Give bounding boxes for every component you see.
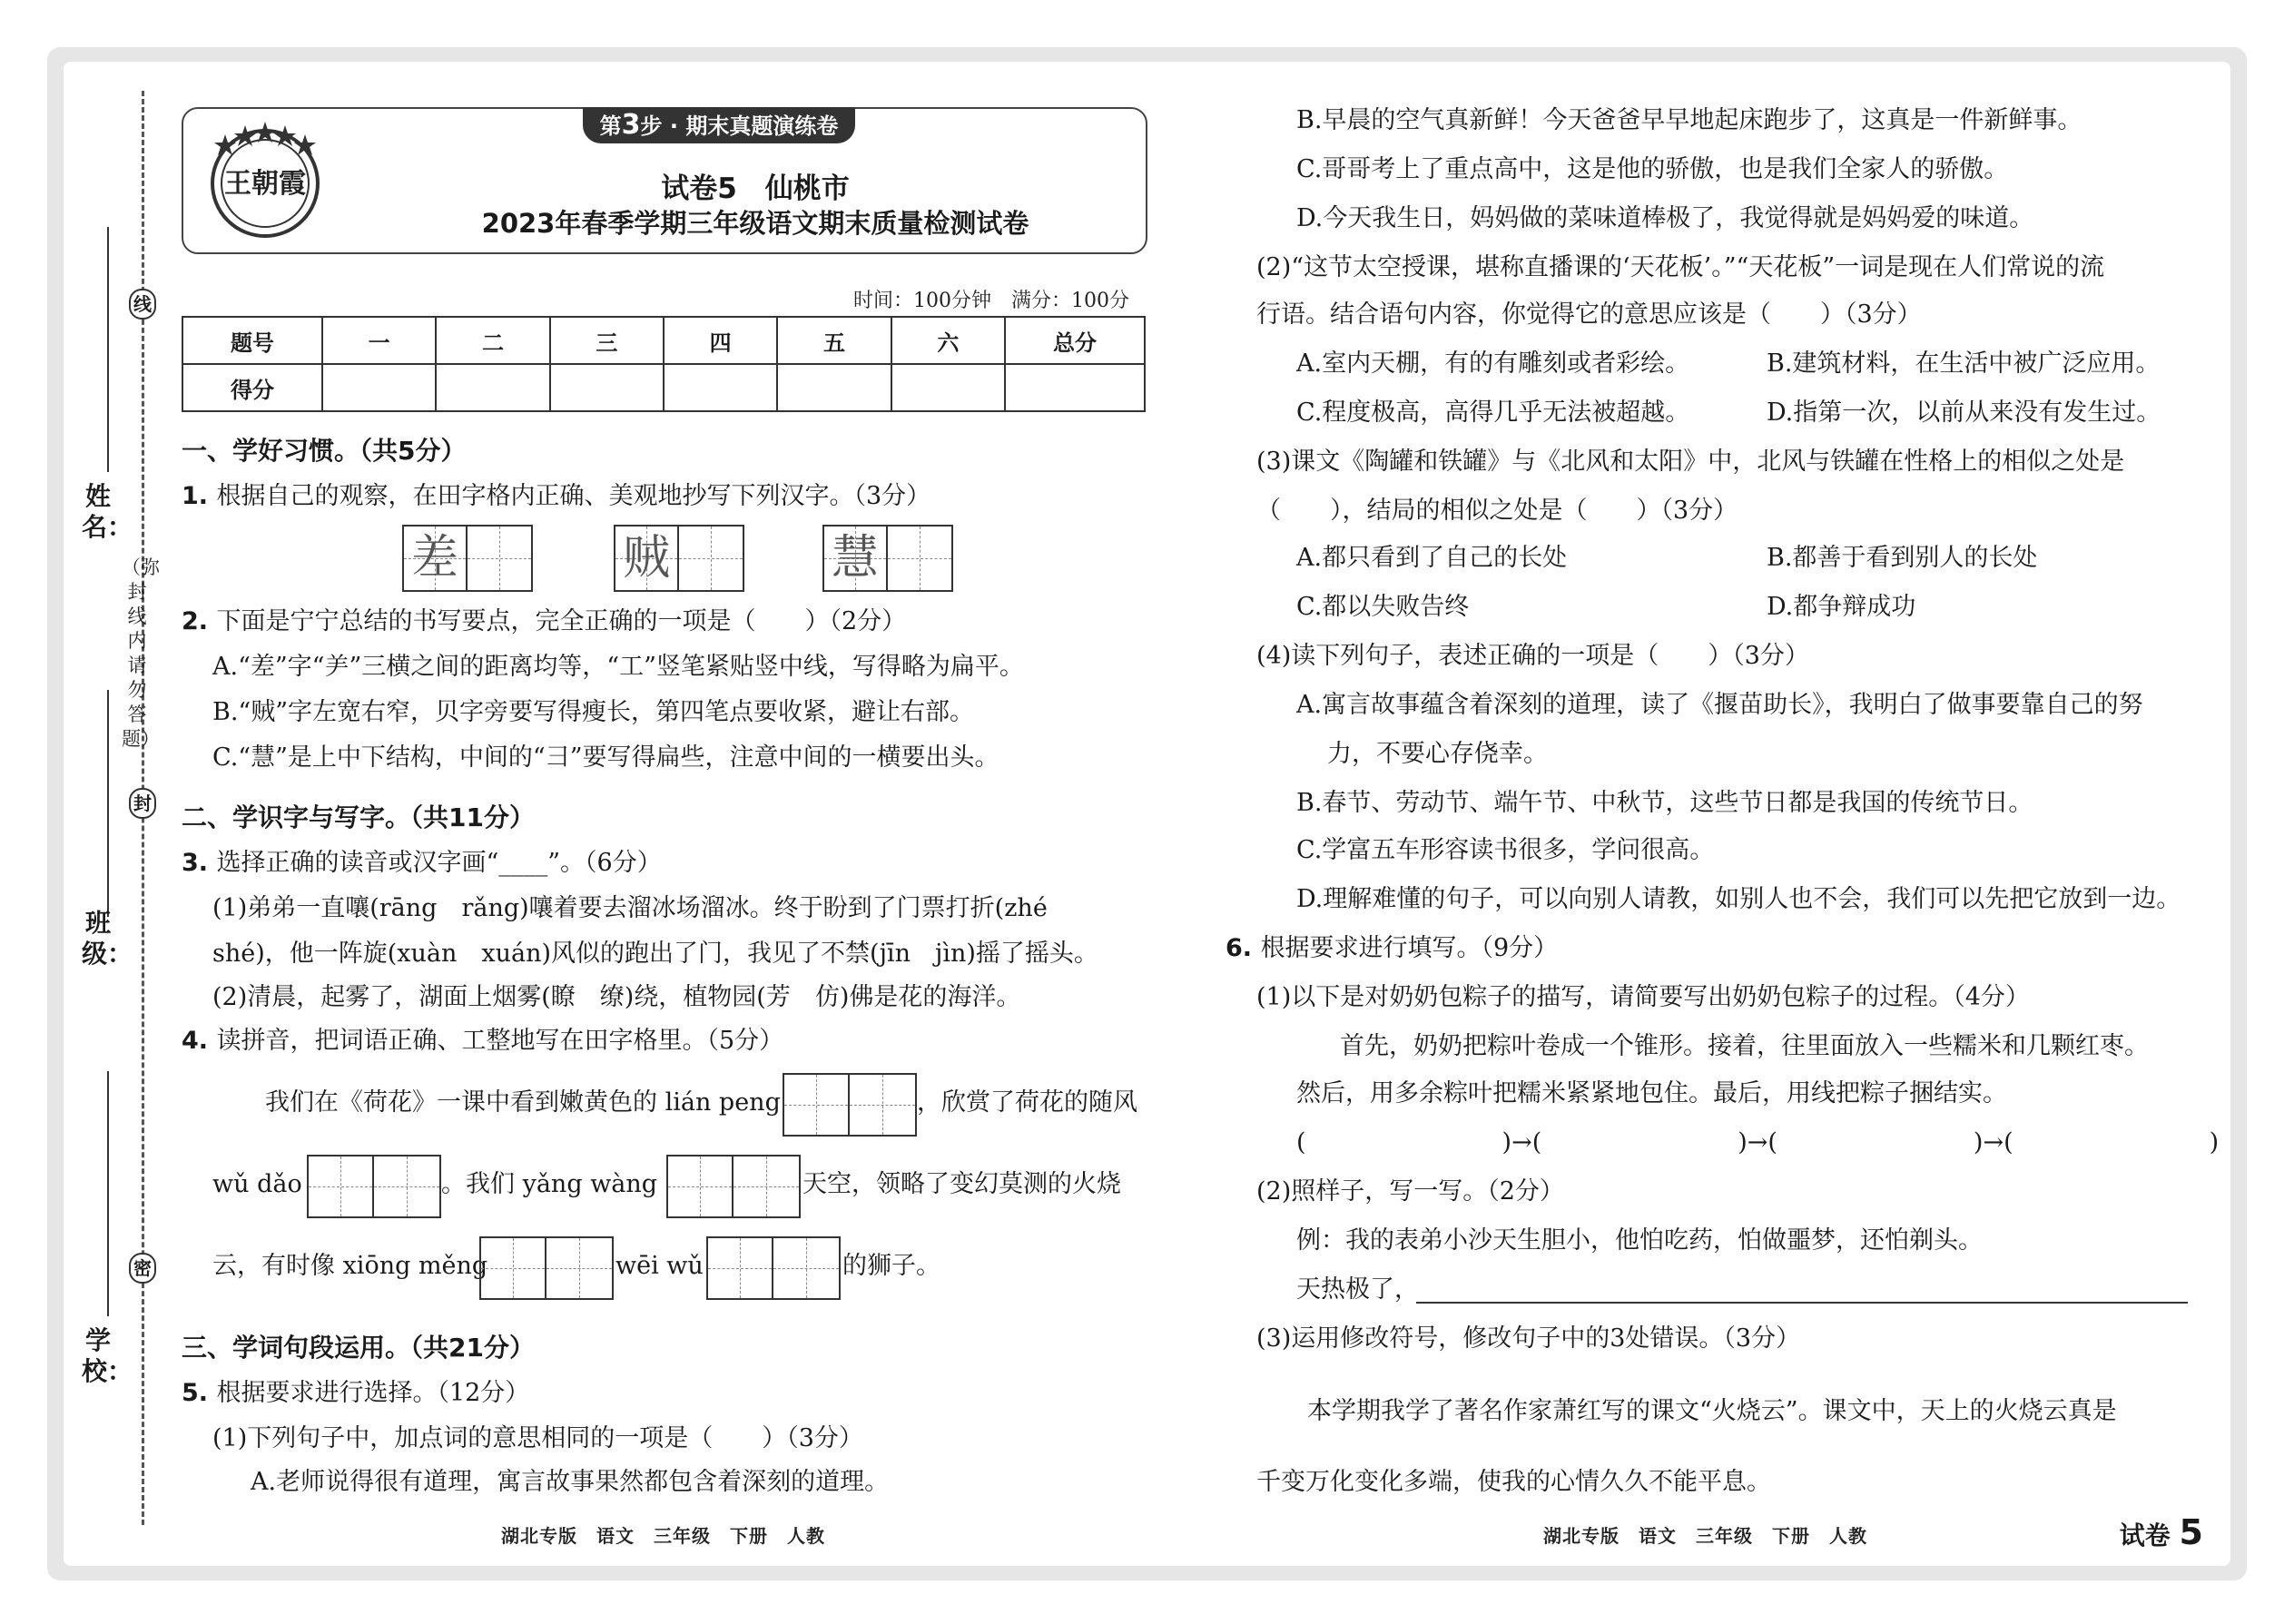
svg-text:王朝霞: 王朝霞: [224, 168, 306, 200]
score-header: 题号: [182, 317, 322, 364]
page-number: 试卷 5: [2119, 1512, 2203, 1552]
write-cell[interactable]: [668, 1156, 733, 1216]
option-2c[interactable]: C.“慧”是上中下结构，中间的“彐”要写得扁些，注意中间的一横要出头。: [212, 743, 999, 772]
grid-xiong-meng: [479, 1236, 614, 1300]
option-5-3d[interactable]: D.都争辩成功: [1767, 593, 1916, 621]
score-row-label: 得分: [182, 364, 322, 411]
score-cell[interactable]: [664, 364, 777, 411]
write-cell[interactable]: [309, 1156, 374, 1216]
score-header: 六: [891, 317, 1005, 364]
grid-wei-wu: [706, 1236, 841, 1300]
footer-right: 湖北专版 语文 三年级 下册 人教: [1543, 1525, 1867, 1547]
score-cell[interactable]: [891, 364, 1005, 411]
option-5-2c[interactable]: C.程度极高，高得几乎无法被超越。: [1296, 399, 1690, 427]
option-5-2b[interactable]: B.建筑材料，在生活中被广泛应用。: [1767, 349, 2161, 378]
write-cell[interactable]: [679, 527, 743, 590]
option-5-4b[interactable]: B.春节、劳动节、端午节、中秋节，这些节日都是我国的传统节日。: [1296, 789, 2033, 817]
score-cell[interactable]: [1005, 364, 1145, 411]
question-6-part1: (1)以下是对奶奶包粽子的描写，请简要写出奶奶包粽子的过程。（4分）: [1256, 983, 2030, 1011]
q4-line2-c: 天空，领略了变幻莫测的火烧: [802, 1170, 1121, 1198]
write-cell[interactable]: [708, 1238, 773, 1298]
time-info: 时间：100分钟 满分：100分: [853, 290, 1129, 312]
option-5-1d[interactable]: D.今天我生日，妈妈做的菜味道棒极了，我觉得就是妈妈爱的味道。: [1296, 204, 2034, 232]
score-cell[interactable]: [777, 364, 891, 411]
grid-zei: [614, 525, 744, 592]
question-5-part2-line2: 行语。结合语句内容，你觉得它的意思应该是（ ）（3分）: [1256, 300, 1922, 329]
score-header: 二: [436, 317, 549, 364]
grid-wu-dao: [307, 1155, 441, 1218]
grid-hui: [822, 525, 953, 592]
question-2: 2. 下面是宁宁总结的书写要点，完全正确的一项是（ ）（2分）: [182, 607, 907, 635]
option-5-4d[interactable]: D.理解难懂的句子，可以向别人请教，如别人也不会，我们可以先把它放到一边。: [1296, 885, 2181, 913]
binding-mark-mi: 密: [129, 1253, 156, 1284]
write-cell[interactable]: [481, 1238, 546, 1298]
question-6-part3: (3)运用修改符号，修改句子中的3处错误。（3分）: [1256, 1324, 1801, 1353]
question-6: 6. 根据要求进行填写。（9分）: [1226, 934, 1559, 962]
section-3-heading: 三、学词句段运用。（共21分）: [182, 1333, 535, 1363]
question-6-part2: (2)照样子，写一写。（2分）: [1256, 1177, 1564, 1206]
q6-passage-line2: 然后，用多余粽叶把糯米紧紧地包住。最后，用线把粽子捆结实。: [1296, 1079, 2007, 1107]
option-5-4a-line1[interactable]: A.寓言故事蕴含着深刻的道理，读了《揠苗助长》，我明白了做事要靠自己的努: [1296, 691, 2143, 719]
binding-mark-feng: 封: [129, 788, 156, 819]
question-5: 5. 根据要求进行选择。（12分）: [182, 1379, 530, 1407]
write-cell[interactable]: [374, 1156, 439, 1216]
step-tab: 第3步 · 期末真题演练卷: [583, 107, 855, 143]
class-label: 班级：: [82, 908, 133, 969]
brand-logo-icon: [198, 116, 332, 241]
option-5-1a[interactable]: A.老师说得很有道理，寓言故事果然都包含着深刻的道理。: [251, 1468, 890, 1496]
q4-line1-b: ，欣赏了荷花的随风: [917, 1088, 1137, 1117]
option-5-1c[interactable]: C.哥哥考上了重点高中，这是他的骄傲，也是我们全家人的骄傲。: [1296, 155, 2009, 183]
q6-passage-line1: 首先，奶奶把粽叶卷成一个锥形。接着，往里面放入一些糯米和几颗红枣。: [1340, 1032, 2149, 1060]
exam-subtitle: 2023年春季学期三年级语文期末质量检测试卷: [481, 208, 1029, 239]
school-line: [107, 1071, 109, 1316]
write-cell[interactable]: [784, 1075, 850, 1135]
option-5-2d[interactable]: D.指第一次，以前从来没有发生过。: [1767, 399, 2161, 427]
grid-cha: [402, 525, 533, 592]
option-5-4a-line2[interactable]: 力，不要心存侥幸。: [1327, 740, 1548, 768]
copy-char: 差: [410, 531, 458, 586]
copy-char: 慧: [831, 531, 879, 586]
score-header: 五: [777, 317, 891, 364]
binding-mark-xian: 线: [129, 289, 156, 320]
section-2-heading: 二、学识字与写字。（共11分）: [182, 802, 535, 832]
copy-char: 贼: [622, 531, 670, 586]
question-5-part2-line1: (2)“这节太空授课，堪称直播课的‘天花板’。”“天花板”一词是现在人们常说的流: [1256, 253, 2105, 281]
q6-answer-line[interactable]: [1416, 1302, 2188, 1304]
question-5-part3-line1: (3)课文《陶罐和铁罐》与《北风和太阳》中，北风与铁罐在性格上的相似之处是: [1256, 448, 2125, 476]
q6-fill-prompt: 天热极了，: [1296, 1275, 1419, 1304]
option-5-3b[interactable]: B.都善于看到别人的长处: [1767, 544, 2038, 572]
option-5-3c[interactable]: C.都以失败告终: [1296, 593, 1470, 621]
write-cell[interactable]: [773, 1238, 839, 1298]
q4-line3-b: wēi wǔ: [615, 1252, 704, 1280]
question-3-part1-line1: (1)弟弟一直嚷(rāng rǎng)嚷着要去溜冰场溜冰。终于盼到了门票打折(zhé: [212, 894, 1048, 922]
question-3-part1-line2: shé)，他一阵旋(xuàn xuán)风似的跑出了门，我见了不禁(jīn jìn)摇了摇头。: [212, 940, 1098, 968]
q6-edit-passage-line1: 本学期我学了著名作家萧红写的课文“火烧云”。课文中，天上的火烧云真是: [1307, 1397, 2117, 1425]
binding-note: （弥封线内请勿答题）: [122, 556, 160, 750]
question-3: 3. 选择正确的读音或汉字画“____”。（6分）: [182, 849, 662, 877]
write-cell[interactable]: [546, 1238, 612, 1298]
exam-title: 试卷5 仙桃市: [661, 172, 850, 205]
question-3-part2: (2)清晨，起雾了，湖面上烟雾(瞭 缭)绕，植物园(芳 仿)佛是花的海洋。: [212, 983, 1021, 1011]
q4-line3-a: 云，有时像 xiōng měng: [212, 1252, 488, 1280]
write-cell[interactable]: [888, 527, 951, 590]
score-header: 总分: [1005, 317, 1145, 364]
write-cell[interactable]: [850, 1075, 915, 1135]
header-block: [182, 107, 1147, 254]
q6-example: 例：我的表弟小沙天生胆小，他怕吃药，怕做噩梦，还怕剃头。: [1296, 1226, 1983, 1255]
name-label: 姓名：: [82, 481, 133, 542]
option-5-2a[interactable]: A.室内天棚，有的有雕刻或者彩绘。: [1296, 349, 1690, 378]
question-1: 1. 根据自己的观察，在田字格内正确、美观地抄写下列汉字。（3分）: [182, 482, 931, 510]
q4-line1-a: 我们在《荷花》一课中看到嫩黄色的 lián peng: [265, 1088, 781, 1117]
grid-yang-wang: [666, 1155, 801, 1218]
footer-left: 湖北专版 语文 三年级 下册 人教: [501, 1525, 825, 1547]
score-table: [182, 316, 1146, 412]
score-cell[interactable]: [322, 364, 436, 411]
score-cell[interactable]: [550, 364, 664, 411]
write-cell[interactable]: [468, 527, 531, 590]
write-cell[interactable]: [733, 1156, 799, 1216]
q6-edit-passage-line2: 千变万化变化多端，使我的心情久久不能平息。: [1256, 1468, 1771, 1496]
q4-line2-b: 。我们 yǎng wàng: [441, 1170, 658, 1198]
score-header: 四: [664, 317, 777, 364]
score-header: 一: [322, 317, 436, 364]
q4-line2-a: wǔ dǎo: [212, 1170, 302, 1198]
question-4: 4. 读拼音，把词语正确、工整地写在田字格里。（5分）: [182, 1027, 784, 1055]
option-2b[interactable]: B.“贼”字左宽右窄，贝字旁要写得瘦长，第四笔点要收紧，避让右部。: [212, 698, 975, 726]
school-label: 学校：: [82, 1325, 133, 1386]
option-5-1b[interactable]: B.早晨的空气真新鲜！今天爸爸早早地起床跑步了，这真是一件新鲜事。: [1296, 106, 2082, 134]
question-5-part1: (1)下列句子中，加点词的意思相同的一项是（ ）（3分）: [212, 1424, 863, 1452]
score-cell[interactable]: [436, 364, 549, 411]
question-5-part4: (4)读下列句子，表述正确的一项是（ ）（3分）: [1256, 642, 1809, 670]
q4-line3-c: 的狮子。: [842, 1252, 940, 1280]
option-5-4c[interactable]: C.学富五车形容读书很多，学问很高。: [1296, 836, 1715, 864]
q6-process-blanks[interactable]: ( )→( )→( )→( ): [1296, 1128, 2220, 1156]
section-1-heading: 一、学好习惯。（共5分）: [182, 436, 467, 466]
question-5-part3-line2: （ ），结局的相似之处是（ ）（3分）: [1256, 497, 1738, 525]
grid-lian-peng: [783, 1073, 917, 1137]
option-5-3a[interactable]: A.都只看到了自己的长处: [1296, 544, 1568, 572]
name-line: [107, 227, 109, 472]
option-2a[interactable]: A.“差”字“⺶”三横之间的距离均等，“工”竖笔紧贴竖中线，写得略为扁平。: [212, 653, 1024, 681]
class-line: [107, 690, 109, 917]
score-header: 三: [550, 317, 664, 364]
